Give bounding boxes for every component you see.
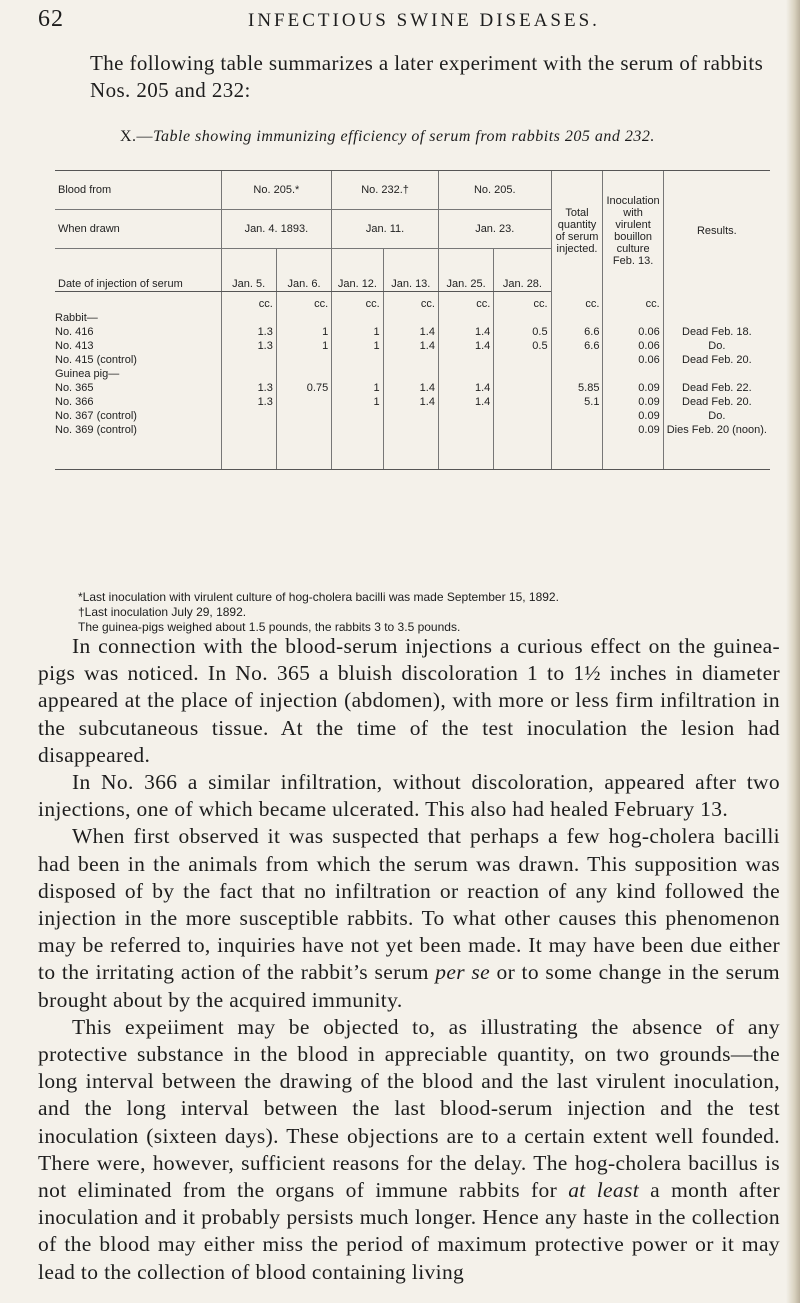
inoculation-dose: 0.06: [603, 353, 663, 367]
page-header: [38, 6, 760, 36]
paragraph: In connection with the blood-serum injections a curious effect on the guinea-pigs was noticed. In No. 365 a bluish discoloration 1 to 1½ inches in diameter appeared at the place of injection (abdomen), with more or less firm infiltration in the subcutaneous tissue. At the time of the test inoculation the lesion had disappeared.: [38, 634, 780, 767]
result: Do.: [663, 409, 770, 423]
injection-date: Jan. 5.: [221, 249, 276, 292]
table-row: [55, 381, 770, 395]
row-label-blood-from: Blood from: [55, 171, 221, 210]
serum-dose: 0.75: [276, 381, 331, 395]
paragraph: [38, 1014, 780, 1286]
animal-name: No. 367 (control): [55, 410, 137, 422]
serum-dose: [332, 409, 383, 423]
serum-dose: 1.4: [438, 381, 493, 395]
paragraph-text: When first observed it was suspected that perhaps a few hog-cholera bacilli had been in the animals from which the serum was drawn. This supposition was disposed of by the fact that no infiltration or reaction of any kind followed the injection in the more susceptible rabbits. To what other causes this phenomenon may be referred to, inquiries have not yet been made. It may have been due either to the irritating action of the rabbit’s serum: [38, 824, 780, 985]
serum-dose: 1.4: [438, 395, 493, 409]
serum-dose: [494, 381, 551, 395]
source-header: No. 205.: [438, 171, 551, 210]
body-text: [38, 633, 780, 1286]
serum-dose: 0.5: [494, 339, 551, 353]
total-quantity: 6.6: [551, 325, 603, 339]
serum-dose: [383, 409, 438, 423]
footnote: *Last inoculation with virulent culture of hog-cholera bacilli was made September 15, 1892.: [78, 590, 559, 604]
serum-dose: 1.3: [221, 325, 276, 339]
footnote: †Last inoculation July 29, 1892.: [78, 605, 247, 619]
serum-dose: [494, 423, 551, 470]
row-label-injection-date: Date of injection of serum: [55, 249, 221, 292]
total-quantity: 6.6: [551, 339, 603, 353]
paragraph: [38, 823, 780, 1013]
result: Dead Feb. 20.: [663, 353, 770, 367]
serum-dose: 1: [332, 325, 383, 339]
paragraph-text: or to some change in the serum brought about by the acquired immunity.: [38, 960, 781, 1012]
animal-name: No. 415 (control): [55, 354, 137, 366]
group-label: Rabbit—: [55, 312, 98, 324]
serum-dose: 1.4: [383, 381, 438, 395]
animal-name: No. 365: [55, 382, 94, 394]
result: Dead Feb. 22.: [663, 381, 770, 395]
serum-dose: 1: [276, 339, 331, 353]
serum-dose: [276, 409, 331, 423]
serum-dose: 1: [332, 395, 383, 409]
page-number: 62: [38, 6, 64, 32]
injection-date: Jan. 12.: [332, 249, 383, 292]
table-title: Table showing immunizing efficiency of serum from rabbits 205 and 232.: [153, 128, 655, 145]
table-row: [55, 423, 770, 470]
serum-dose: [276, 395, 331, 409]
group-label-row: [55, 311, 770, 325]
inoculation-dose: 0.09: [603, 423, 663, 470]
footnote: The guinea-pigs weighed about 1.5 pounds, the rabbits 3 to 3.5 pounds.: [78, 620, 461, 634]
animal-name: No. 413: [55, 340, 94, 352]
serum-dose: [221, 353, 276, 367]
unit-label: cc.: [383, 292, 438, 312]
serum-dose: [494, 353, 551, 367]
serum-dose: [383, 423, 438, 470]
source-header: No. 205.*: [221, 171, 332, 210]
inoculation-dose: 0.09: [603, 395, 663, 409]
serum-dose: 1: [332, 381, 383, 395]
table-row: [55, 409, 770, 423]
total-quantity: [551, 423, 603, 470]
serum-dose: 1.3: [221, 395, 276, 409]
emphasis: at least: [568, 1178, 640, 1203]
paragraph-text: This expeiiment may be objected to, as illustrating the absence of any protective substance in the blood in appreciable quantity, on two grounds—the long interval between the drawing of the blood and the last virulent inoculation, and the long interval between the last blood-serum injection and the test inoculation (sixteen days). These objections are to a certain extent well founded. There were, however, sufficient reasons for the delay. The hog-cholera bacillus is not eliminated from the organs of immune rabbits for: [38, 1014, 780, 1203]
inoculation-dose: 0.09: [603, 381, 663, 395]
drawn-date: Jan. 11.: [332, 210, 439, 249]
serum-dose: 1.3: [221, 381, 276, 395]
serum-dose: [438, 409, 493, 423]
emphasis: per se: [435, 960, 491, 985]
unit-label: cc.: [332, 292, 383, 312]
serum-dose: 1.4: [438, 339, 493, 353]
serum-dose: [332, 353, 383, 367]
serum-dose: 1.4: [383, 339, 438, 353]
total-quantity-header: Total quantity of serum injected.: [551, 171, 603, 292]
result: Dies Feb. 20 (noon).: [663, 423, 770, 470]
group-label: Guinea pig—: [55, 368, 120, 380]
unit-label: cc.: [438, 292, 493, 312]
serum-dose: [276, 423, 331, 470]
serum-dose: 1: [332, 339, 383, 353]
total-quantity: 5.1: [551, 395, 603, 409]
serum-dose: [221, 423, 276, 470]
table-row: [55, 339, 770, 353]
animal-name: No. 369 (control): [55, 423, 221, 470]
inoculation-dose: 0.06: [603, 325, 663, 339]
animal-name: No. 416: [55, 326, 94, 338]
serum-dose: 1: [276, 325, 331, 339]
serum-dose: 1.4: [383, 395, 438, 409]
inoculation-dose: 0.09: [603, 409, 663, 423]
total-quantity: [551, 353, 603, 367]
table-row: [55, 325, 770, 339]
serum-dose: [332, 423, 383, 470]
serum-dose: 1.4: [383, 325, 438, 339]
total-quantity: 5.85: [551, 381, 603, 395]
result: Do.: [663, 339, 770, 353]
table-row: [55, 353, 770, 367]
unit-label: cc.: [276, 292, 331, 312]
drawn-date: Jan. 4. 1893.: [221, 210, 332, 249]
units-row: [55, 292, 770, 312]
total-quantity: [551, 409, 603, 423]
table-footnotes: [78, 590, 778, 635]
serum-dose: [221, 409, 276, 423]
result: Dead Feb. 20.: [663, 395, 770, 409]
results-header: Results.: [663, 171, 770, 292]
intro-paragraph: The following table summarizes a later experiment with the serum of rabbits Nos. 205 and 232:: [90, 51, 764, 102]
inoculation-dose: 0.06: [603, 339, 663, 353]
result: Dead Feb. 18.: [663, 325, 770, 339]
table-number: X.—: [120, 128, 154, 145]
unit-label: cc.: [494, 292, 551, 312]
serum-dose: [383, 353, 438, 367]
injection-date: Jan. 13.: [383, 249, 438, 292]
unit-label: cc.: [221, 292, 276, 312]
group-label-row: [55, 367, 770, 381]
unit-label: cc.: [603, 292, 663, 312]
unit-label: cc.: [551, 292, 603, 312]
row-label-when-drawn: When drawn: [55, 210, 221, 249]
serum-immunity-table: [55, 170, 770, 470]
injection-date: Jan. 6.: [276, 249, 331, 292]
table-row: [55, 395, 770, 409]
source-header: No. 232.†: [332, 171, 439, 210]
serum-dose: [438, 423, 493, 470]
injection-date: Jan. 25.: [438, 249, 493, 292]
serum-dose: [494, 395, 551, 409]
inoculation-header: Inoculation with virulent bouillon culture Feb. 13.: [603, 171, 663, 292]
page-edge-shadow: [786, 0, 800, 1303]
serum-dose: 0.5: [494, 325, 551, 339]
drawn-date: Jan. 23.: [438, 210, 551, 249]
serum-dose: [276, 353, 331, 367]
paragraph: In No. 366 a similar infiltration, without discoloration, appeared after two injections, one of which became ulcerated. This also had healed February 13.: [38, 770, 780, 822]
paragraph-text: a month after inoculation and it probably persists much longer. Hence any haste in the collection of the blood may either miss the period of maximum protective power or it may lead to the collection of blood containing living: [38, 1178, 780, 1284]
animal-name: No. 366: [55, 396, 94, 408]
table-caption: [120, 128, 780, 146]
serum-dose: [438, 353, 493, 367]
serum-dose: 1.4: [438, 325, 493, 339]
serum-dose: 1.3: [221, 339, 276, 353]
injection-date: Jan. 28.: [494, 249, 551, 292]
running-title: INFECTIOUS SWINE DISEASES.: [248, 10, 600, 31]
serum-dose: [494, 409, 551, 423]
